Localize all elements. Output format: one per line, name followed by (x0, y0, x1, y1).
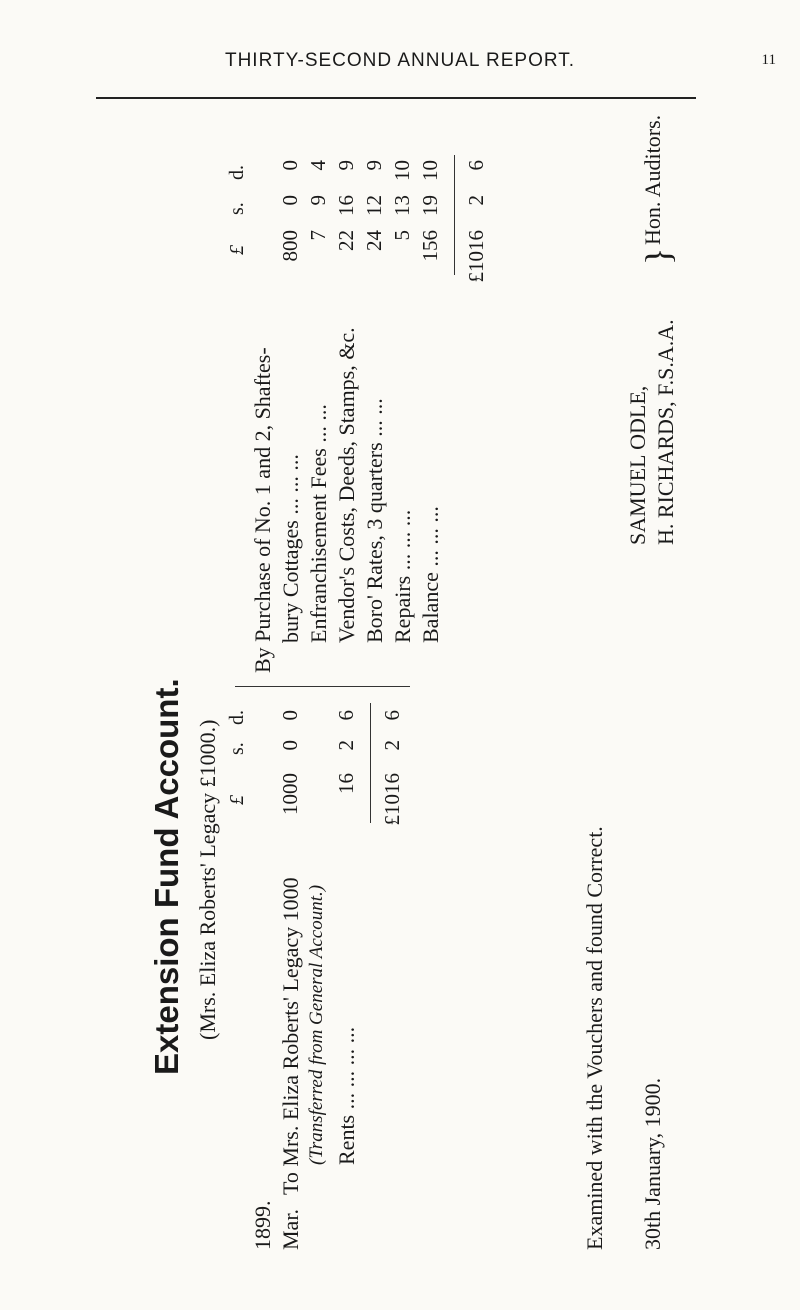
credit-entry-text: By Purchase of No. 1 and 2, Shaftes- (250, 347, 275, 673)
credit-entry-shillings: 12 (362, 195, 386, 216)
credit-entry-text: Balance ... ... ... (418, 506, 443, 643)
debit-entry-text: To Mrs. Eliza Roberts' Legacy 1000 (278, 877, 303, 1195)
credit-entry-shillings: 9 (306, 195, 330, 206)
credit-entry-pounds: 24 (362, 230, 386, 251)
account-title: Extension Fund Account. (148, 678, 185, 1075)
debit-total-rule (370, 703, 371, 823)
page-number: 11 (761, 52, 776, 68)
credit-total-pence: 6 (464, 160, 488, 171)
running-title: THIRTY-SECOND ANNUAL REPORT. (224, 50, 576, 71)
credit-entry-text: bury Cottages ... ... ... (278, 454, 303, 643)
credit-entry-pounds: 22 (334, 230, 358, 251)
debit-header-shillings: s. (226, 742, 248, 755)
debit-total-pence: 6 (380, 710, 404, 721)
debit-entry-pounds: 1000 (278, 773, 302, 815)
debit-entry-pounds: 16 (334, 773, 358, 794)
credit-entry-pence: 9 (334, 160, 358, 171)
credit-total-pounds: £1016 (464, 230, 488, 283)
credit-entry-shillings: 16 (334, 195, 358, 216)
debit-entry-pence: 6 (334, 710, 358, 721)
debit-date-year: 1899. (250, 1200, 275, 1250)
credit-header-shillings: s. (226, 202, 248, 215)
credit-entry-pounds: 156 (418, 230, 442, 262)
account-subtitle: (Mrs. Eliza Roberts' Legacy £1000.) (195, 719, 220, 1040)
credit-entry-pence: 4 (306, 160, 330, 171)
header-rule (96, 97, 696, 99)
credit-entry-pence: 0 (278, 160, 302, 171)
credit-entry-shillings: 0 (278, 195, 302, 206)
credit-entry-text: Vendor's Costs, Deeds, Stamps, &c. (334, 327, 359, 643)
credit-entry-pence: 10 (390, 160, 414, 181)
debit-total-shillings: 2 (380, 740, 404, 751)
auditor-name: SAMUEL ODLE, (625, 385, 650, 545)
examined-statement: Examined with the Vouchers and found Correct. (582, 826, 607, 1250)
page-header (0, 48, 800, 78)
column-divider (235, 686, 410, 687)
signed-date: 30th January, 1900. (640, 1077, 665, 1250)
credit-entry-text: Boro' Rates, 3 quarters ... ... (362, 398, 387, 643)
credit-entry-pence: 10 (418, 160, 442, 181)
credit-header-pence: d. (226, 165, 248, 180)
credit-entry-pounds: 800 (278, 230, 302, 262)
debit-entry-shillings: 0 (278, 740, 302, 751)
credit-total-rule (454, 155, 455, 275)
debit-entry-pence: 0 (278, 710, 302, 721)
credit-header-pounds: £ (226, 245, 248, 255)
auditors-label: Hon. Auditors. (640, 114, 665, 245)
credit-total-shillings: 2 (464, 195, 488, 206)
credit-entry-pence: 9 (362, 160, 386, 171)
credit-entry-text: Enfranchisement Fees ... ... (306, 404, 331, 643)
debit-entry-note: (Transferred from General Account.) (306, 884, 327, 1165)
debit-header-pounds: £ (226, 795, 248, 805)
auditor-name: H. RICHARDS, F.S.A.A. (653, 319, 678, 545)
debit-header-pence: d. (226, 710, 248, 725)
credit-entry-shillings: 13 (390, 195, 414, 216)
debit-date-month: Mar. (278, 1209, 303, 1250)
auditors-brace: } (638, 247, 678, 265)
debit-entry-shillings: 2 (334, 740, 358, 751)
debit-total-pounds: £1016 (380, 773, 404, 826)
credit-entry-text: Repairs ... ... ... (390, 509, 415, 643)
rotated-account-table (140, 114, 760, 1255)
debit-entry-text: Rents ... ... ... ... (334, 1026, 359, 1165)
credit-entry-pounds: 5 (390, 230, 414, 241)
credit-entry-shillings: 19 (418, 195, 442, 216)
credit-entry-pounds: 7 (306, 230, 330, 241)
